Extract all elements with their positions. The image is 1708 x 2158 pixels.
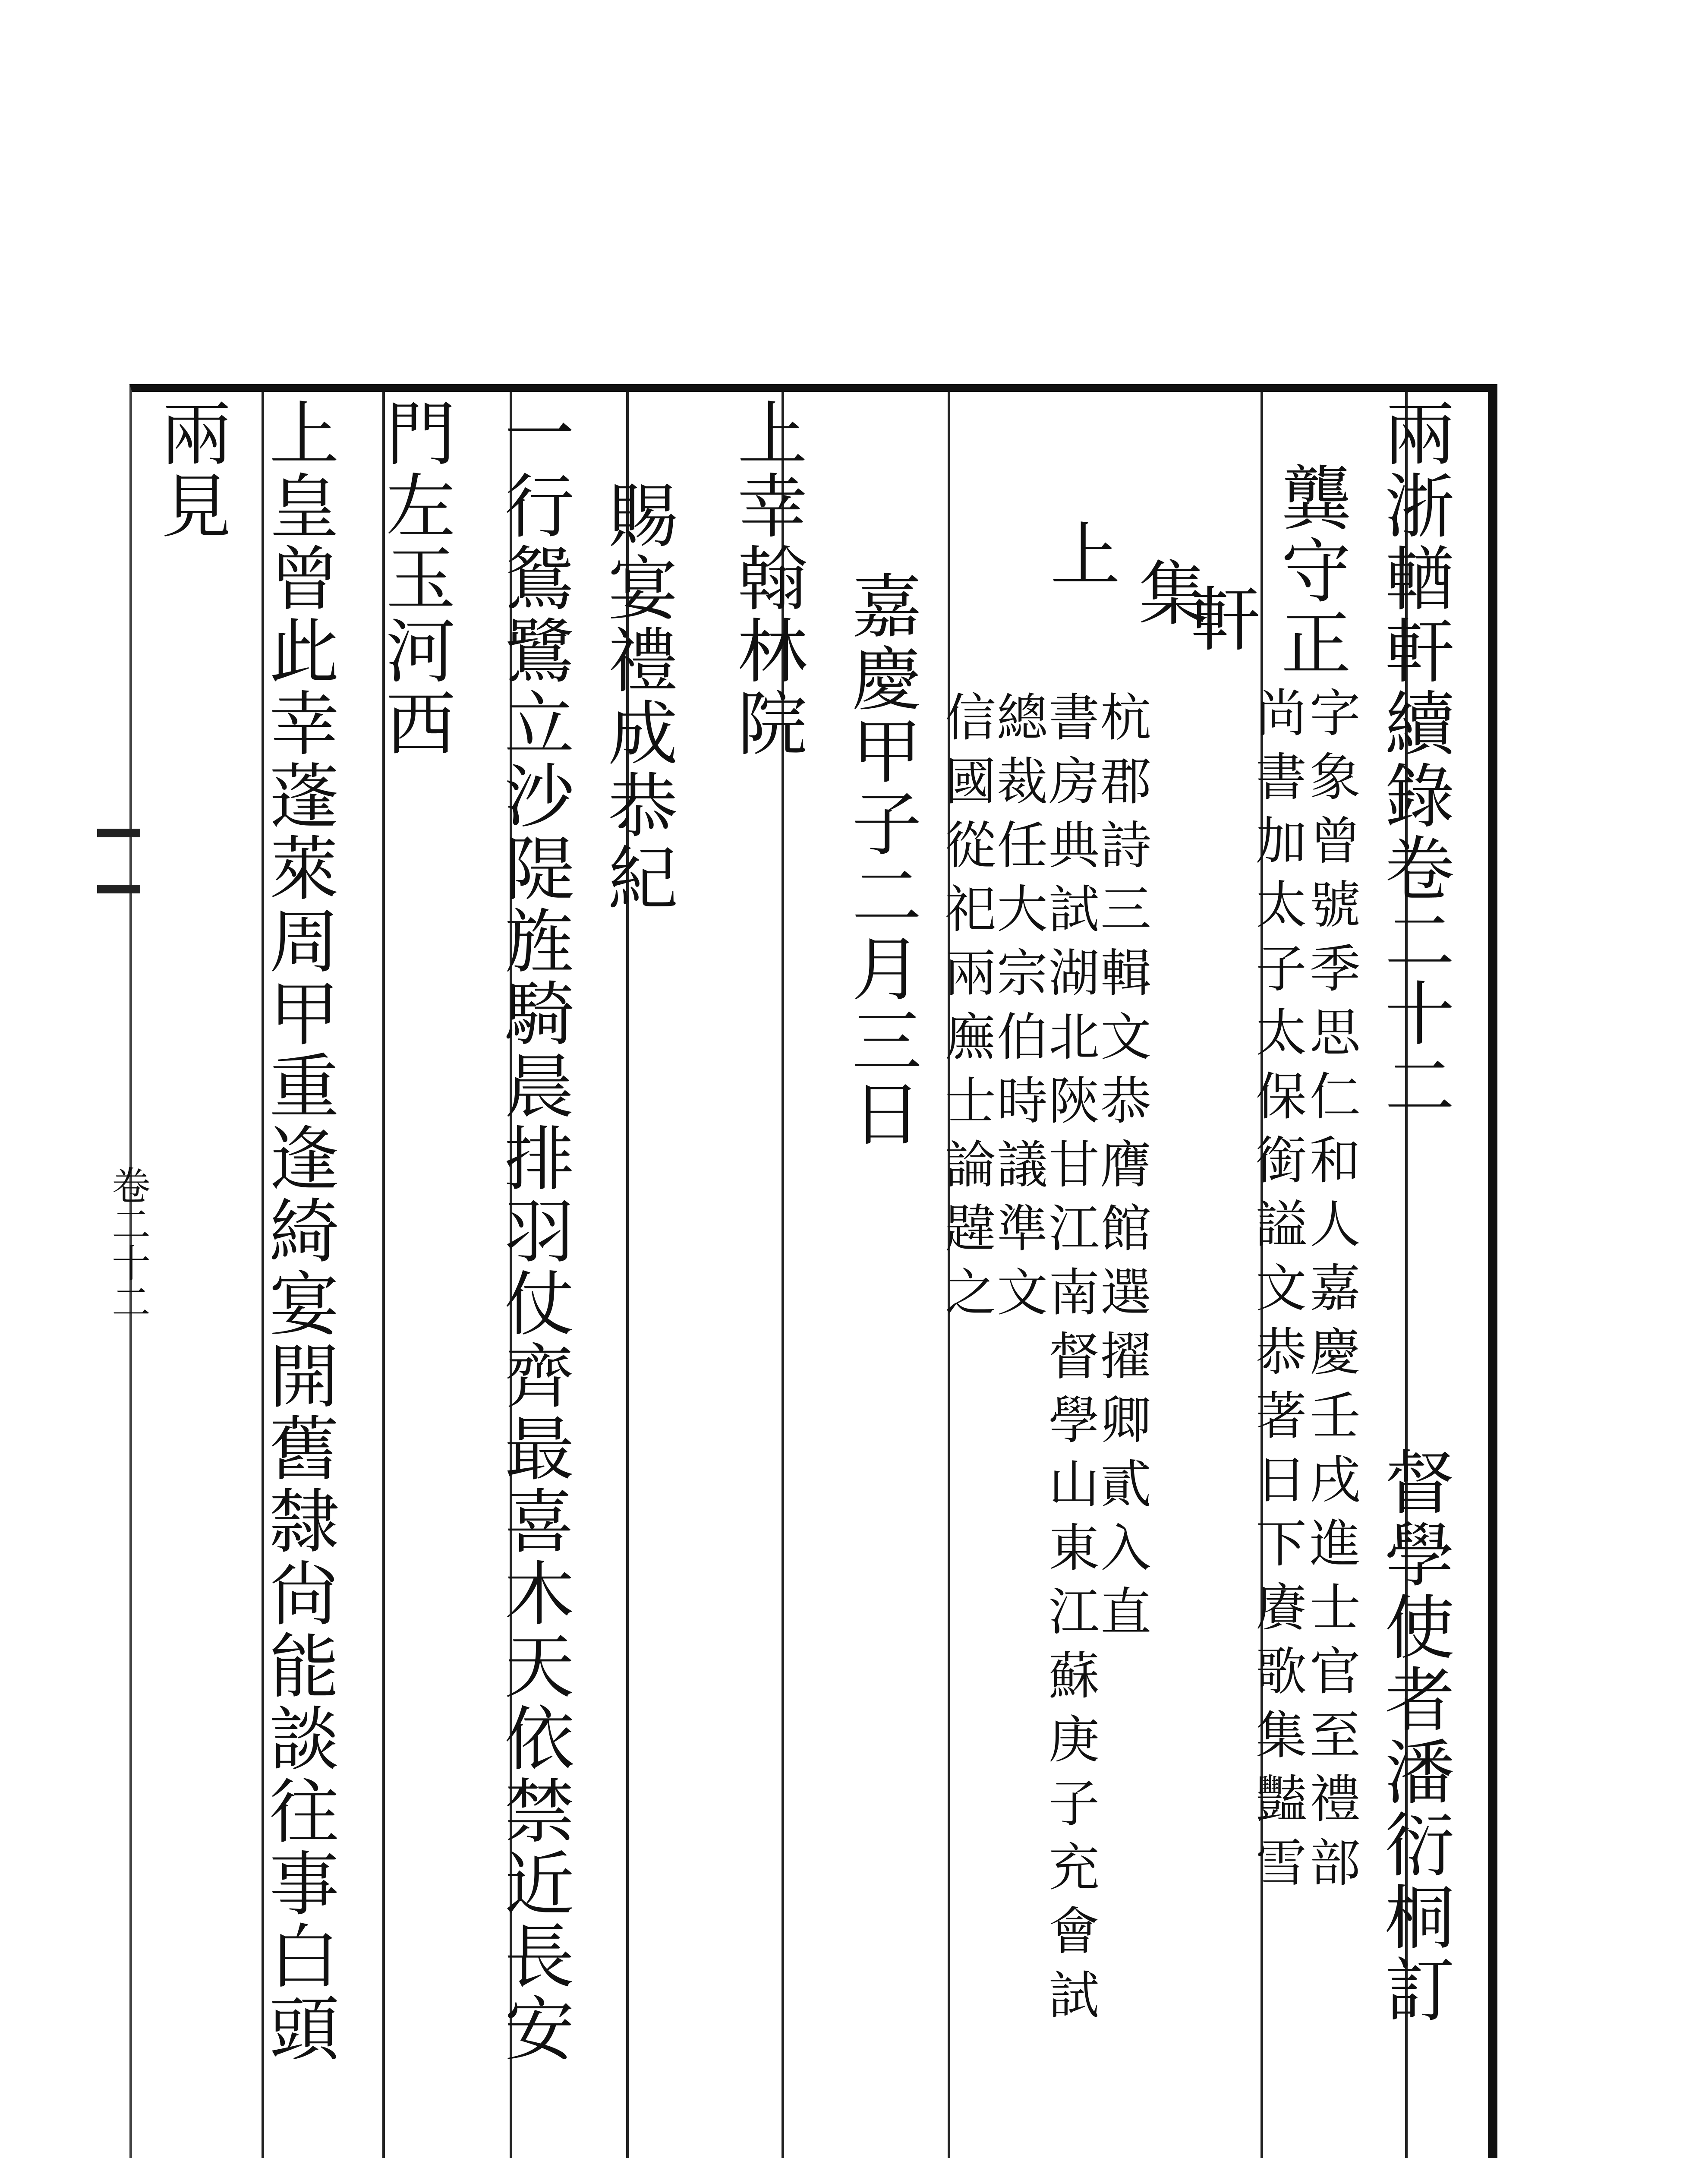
source-line-3: 總裁任大宗伯時議準文 <box>988 691 1048 1329</box>
page-title: 兩浙輶軒續錄卷二十二 <box>1373 397 1454 1122</box>
fish-tail-mark <box>97 885 140 893</box>
poem-line-1: 一行鴛鷺立沙隄旌騎晨排羽仗齊最喜木天依禁近長安 <box>493 397 574 2065</box>
editor-credit: 督學使者潘衍桐訂 <box>1373 1446 1454 2026</box>
author-bio-line-2: 尚書加太子太保銜謚文恭著日下賡歌集豔雪 <box>1247 686 1307 1900</box>
source-line-4: 信國從祀兩廡士論韙之 <box>936 691 996 1329</box>
author-bio-line-1: 字象曾號季思仁和人嘉慶壬戌進士官至禮部 <box>1301 686 1361 1900</box>
text-ji: 集 <box>1127 557 1208 629</box>
source-line-2: 書房典試湖北陝甘江南督學山東江蘇庚子充會試 <box>1040 691 1100 2032</box>
source-line-1: 杭郡詩三輯文恭膺館選擢卿貳入直 <box>1092 691 1151 1649</box>
poem-title-2: 賜宴禮成恭紀 <box>596 479 678 914</box>
poem-line-4: 兩見 <box>150 397 231 542</box>
author-name: 龔守正 <box>1270 462 1351 679</box>
poem-line-3: 上皇曾此幸蓬萊周甲重逢綺宴開舊隸尙能談往事白頭 <box>258 397 339 2065</box>
text-shang: 上 <box>1039 518 1120 590</box>
poem-line-2: 門左玉河西 <box>374 397 455 760</box>
date-line: 嘉慶甲子二月三日 <box>840 570 921 1150</box>
fish-tail-label: 卷二十二 <box>105 1165 150 1321</box>
fish-tail-mark <box>97 829 140 837</box>
poem-title-1: 上幸翰林院 <box>726 397 807 760</box>
text-xuan: 軒 <box>1179 583 1260 655</box>
